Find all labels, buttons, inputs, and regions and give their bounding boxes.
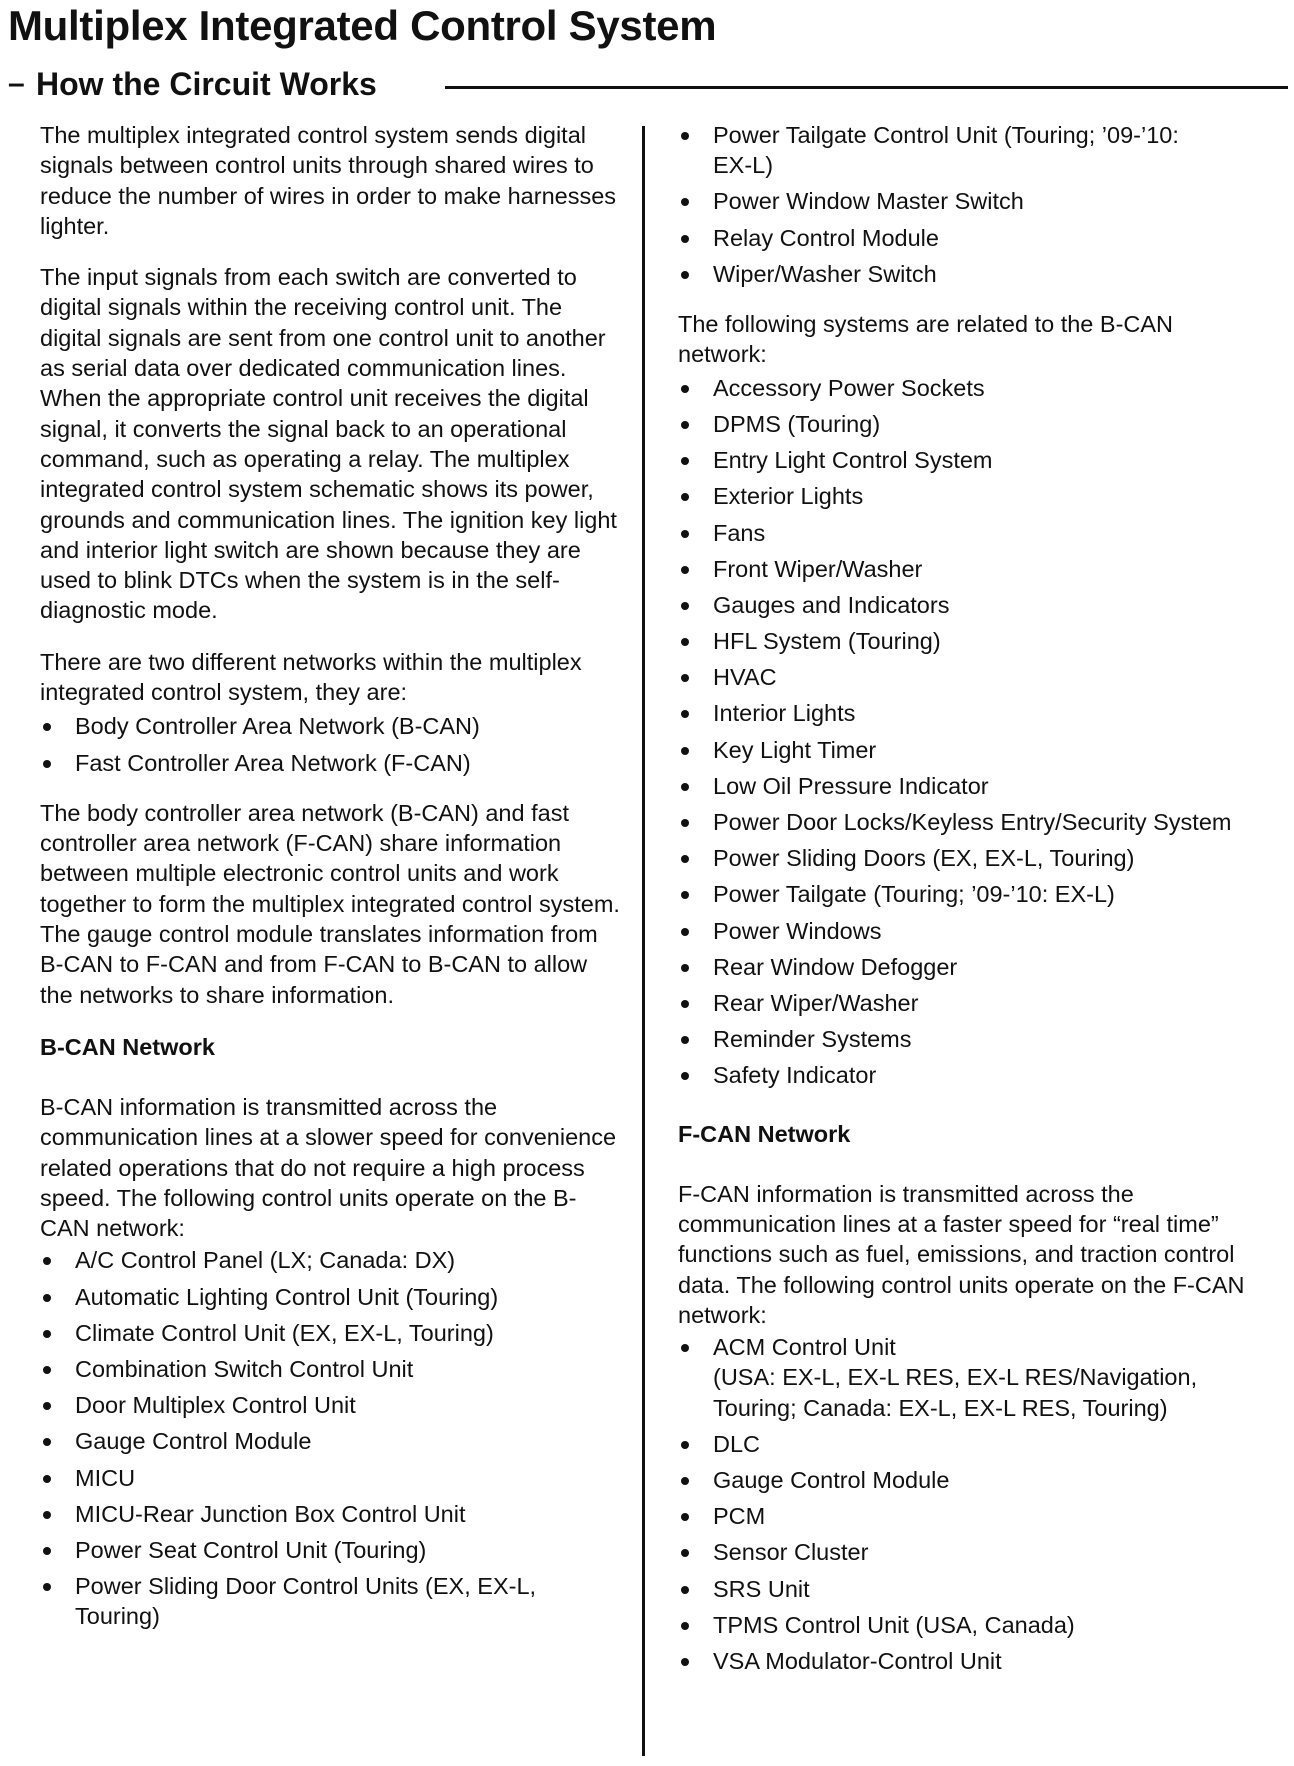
fcan-unit-list — [678, 1332, 1248, 1676]
fcan-heading: F-CAN Network — [678, 1120, 851, 1147]
bcan-heading: B-CAN Network — [40, 1033, 215, 1060]
bullet-icon — [43, 1547, 51, 1555]
bcan-paragraph: B-CAN information is transmitted across the communication lines at a slower speed for convenience related operations that do not require a high process speed. The following control units operate on the B-CAN network: — [40, 1093, 617, 1242]
list-item: Rear Wiper/Washer — [678, 988, 1248, 1018]
list-item: Rear Window Defogger — [678, 952, 1248, 982]
list-item: Fast Controller Area Network (F-CAN) — [40, 748, 620, 778]
bullet-icon — [43, 1294, 51, 1302]
list-item: MICU — [40, 1463, 620, 1493]
intro-paragraph: The multiplex integrated control system sends digital signals between control units through shared wires to reduce the number of wires in order to make harnesses lighter. — [40, 122, 617, 239]
bullet-icon — [681, 1072, 689, 1080]
bcan-unit-list — [40, 1245, 620, 1631]
bullet-icon — [43, 1257, 51, 1265]
list-item: Sensor Cluster — [678, 1537, 1248, 1567]
list-item: Automatic Lighting Control Unit (Touring) — [40, 1282, 620, 1312]
list-item: Low Oil Pressure Indicator — [678, 771, 1248, 801]
list-item: HVAC — [678, 662, 1248, 692]
bullet-icon — [681, 1549, 689, 1557]
list-item: Gauge Control Module — [40, 1426, 620, 1456]
list-item: Accessory Power Sockets — [678, 373, 1248, 403]
fcan-paragraph: F-CAN information is transmitted across the communication lines at a faster speed for “real time” functions such as fuel, emissions, and traction control data. The following control units operate on the F-CAN network: — [678, 1180, 1245, 1328]
acm-detail: (USA: EX-L, EX-L RES, EX-L RES/Navigation, Touring; Canada: EX-L, EX-L RES, Touring) — [713, 1364, 1198, 1421]
list-item: SRS Unit — [678, 1574, 1248, 1604]
list-item: DLC — [678, 1429, 1248, 1459]
bullet-icon — [681, 421, 689, 429]
list-item: Power Windows — [678, 916, 1248, 946]
bullet-icon — [681, 566, 689, 574]
bullet-icon — [43, 723, 51, 731]
list-item: Interior Lights — [678, 698, 1248, 728]
list-item: DPMS (Touring) — [678, 409, 1248, 439]
bullet-icon — [681, 928, 689, 936]
list-item: Gauges and Indicators — [678, 590, 1248, 620]
bullet-icon — [681, 674, 689, 682]
related-paragraph: The following systems are related to the B-CAN network: — [678, 311, 1174, 368]
header-rule — [445, 86, 1288, 89]
bullet-icon — [43, 1475, 51, 1483]
list-item: HFL System (Touring) — [678, 626, 1248, 656]
left-column — [40, 120, 620, 1652]
bullet-icon — [681, 819, 689, 827]
bullet-icon — [681, 1513, 689, 1521]
list-item: PCM — [678, 1501, 1248, 1531]
bcan-unit-list-continued — [678, 120, 1248, 289]
subtitle-dash: – — [8, 67, 25, 100]
bullet-icon — [681, 271, 689, 279]
bullet-icon — [681, 1477, 689, 1485]
list-item: Wiper/Washer Switch — [678, 259, 1248, 289]
bullet-icon — [681, 198, 689, 206]
bullet-icon — [43, 1330, 51, 1338]
list-item: Power Window Master Switch — [678, 186, 1248, 216]
section-header — [8, 64, 1288, 104]
bullet-icon — [681, 385, 689, 393]
bullet-icon — [681, 493, 689, 501]
bullet-icon — [43, 1402, 51, 1410]
bullet-icon — [681, 1000, 689, 1008]
bullet-icon — [681, 602, 689, 610]
list-item: Relay Control Module — [678, 223, 1248, 253]
bullet-icon — [681, 1586, 689, 1594]
bullet-icon — [681, 638, 689, 646]
list-item: Power Seat Control Unit (Touring) — [40, 1535, 620, 1565]
network-list — [40, 711, 620, 777]
list-item: Safety Indicator — [678, 1060, 1248, 1090]
list-item: Gauge Control Module — [678, 1465, 1248, 1495]
bullet-icon — [681, 1036, 689, 1044]
list-item: Combination Switch Control Unit — [40, 1354, 620, 1384]
bullet-icon — [681, 1658, 689, 1666]
list-item: Door Multiplex Control Unit — [40, 1390, 620, 1420]
bullet-icon — [681, 1441, 689, 1449]
list-item: Entry Light Control System — [678, 445, 1248, 475]
list-item: Exterior Lights — [678, 481, 1248, 511]
list-item: VSA Modulator-Control Unit — [678, 1646, 1248, 1676]
intro-paragraph: The input signals from each switch are converted to digital signals within the receiving control unit. The digital signals are sent from one control unit to another as serial data over dedicated communication lines. When the appropriate control unit receives the digital signal, it converts the signal back to an operational command, such as operating a relay. The multiplex integrated control system schematic shows its power, grounds and communication lines. The ignition key light and interior light switch are shown because they are used to blink DTCs when the system is in the self-diagnostic mode. — [40, 264, 617, 624]
list-item: Power Tailgate Control Unit (Touring; ’09-’10: EX-L) — [678, 120, 1248, 181]
bullet-icon — [681, 132, 689, 140]
bullet-icon — [681, 891, 689, 899]
list-item: Fans — [678, 518, 1248, 548]
list-item: TPMS Control Unit (USA, Canada) — [678, 1610, 1248, 1640]
bullet-icon — [681, 747, 689, 755]
bullet-icon — [43, 760, 51, 768]
bullet-icon — [681, 457, 689, 465]
list-item: Power Tailgate (Touring; ’09-’10: EX-L) — [678, 879, 1248, 909]
bullet-icon — [681, 530, 689, 538]
list-item: Climate Control Unit (EX, EX-L, Touring) — [40, 1318, 620, 1348]
bullet-icon — [43, 1583, 51, 1591]
intro-paragraph: There are two different networks within the multiplex integrated control system, they are: — [40, 648, 582, 706]
bullet-icon — [681, 1344, 689, 1352]
column-divider — [642, 126, 645, 1756]
list-item: MICU-Rear Junction Box Control Unit — [40, 1499, 620, 1529]
bullet-icon — [681, 710, 689, 718]
bullet-icon — [681, 235, 689, 243]
bullet-icon — [681, 783, 689, 791]
list-item: A/C Control Panel (LX; Canada: DX) — [40, 1245, 620, 1275]
bullet-icon — [681, 1622, 689, 1630]
share-paragraph: The body controller area network (B-CAN) and fast controller area network (F-CAN) share information between multiple electronic control units and work together to form the multiplex integrated control system. The gauge control module translates information from B-CAN to F-CAN and from F-CAN to B-CAN to allow the networks to share information. — [40, 799, 620, 1008]
list-item: Body Controller Area Network (B-CAN) — [40, 711, 620, 741]
list-item: Front Wiper/Washer — [678, 554, 1248, 584]
list-item: Power Door Locks/Keyless Entry/Security System — [678, 807, 1248, 837]
page-title: Multiplex Integrated Control System — [8, 2, 717, 49]
list-item: Power Sliding Doors (EX, EX-L, Touring) — [678, 843, 1248, 873]
list-item: Key Light Timer — [678, 735, 1248, 765]
bullet-icon — [43, 1438, 51, 1446]
bullet-icon — [43, 1511, 51, 1519]
section-subtitle: How the Circuit Works — [36, 66, 377, 102]
bullet-icon — [681, 855, 689, 863]
list-item: Reminder Systems — [678, 1024, 1248, 1054]
right-column — [678, 120, 1248, 1696]
bullet-icon — [681, 964, 689, 972]
bullet-icon — [43, 1366, 51, 1374]
list-item: ACM Control Unit (USA: EX-L, EX-L RES, EX-L RES/Navigation, Touring; Canada: EX-L, EX-L RES, Touring) — [678, 1332, 1248, 1423]
list-item: Power Sliding Door Control Units (EX, EX-L, Touring) — [40, 1571, 620, 1632]
related-system-list — [678, 373, 1248, 1091]
